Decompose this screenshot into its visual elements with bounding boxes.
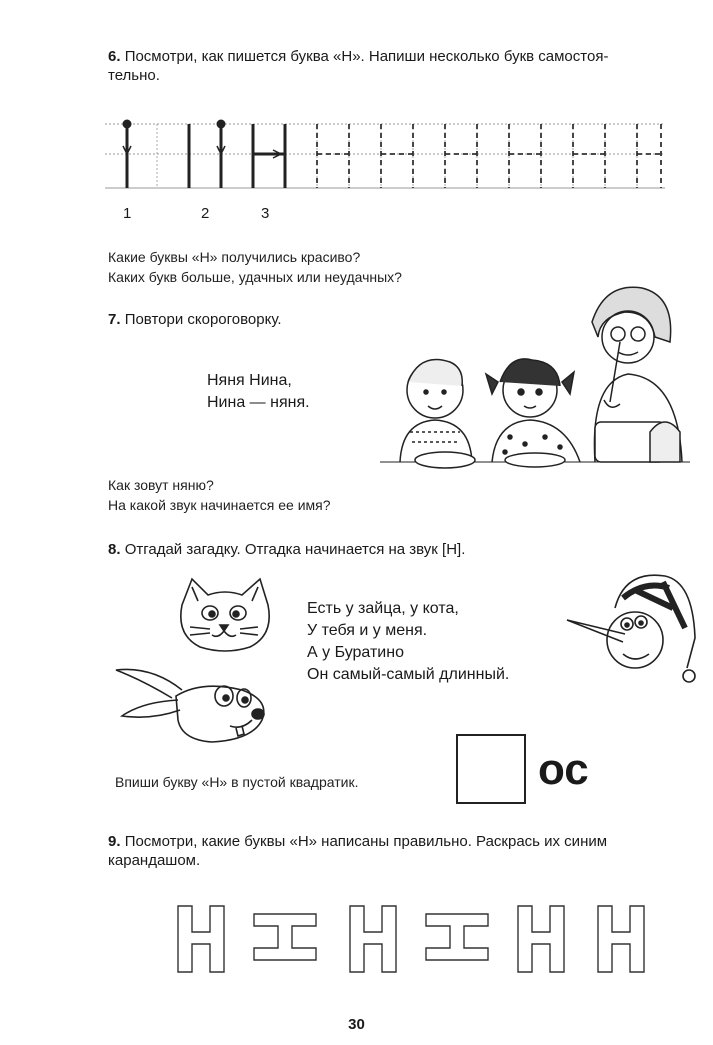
cat-face-icon xyxy=(170,575,280,655)
task7-questions xyxy=(108,475,331,515)
letter-h-rotated-1[interactable] xyxy=(254,914,316,960)
answer-box[interactable] xyxy=(456,734,526,804)
letter-practice-grid[interactable] xyxy=(105,110,665,195)
task7-question-1: Как зовут няню? xyxy=(108,477,214,493)
poem-line-1: Няня Нина, xyxy=(207,372,292,389)
task8-number: 8. xyxy=(108,541,121,558)
task9-line2: карандашом. xyxy=(108,852,201,869)
step-label-2: 2 xyxy=(201,205,210,222)
girl-icon xyxy=(486,359,580,467)
task6-line1: Посмотри, как пишется буква «Н». Напиши несколько букв самостоя- xyxy=(124,48,609,65)
riddle-line-4: Он самый-самый длинный. xyxy=(307,666,510,683)
task7-instruction xyxy=(108,310,282,329)
poem-line-2: Нина — няня. xyxy=(207,394,310,411)
riddle xyxy=(307,598,509,686)
task7-number: 7. xyxy=(108,311,121,328)
buratino-icon xyxy=(565,568,705,688)
letter-h-4[interactable] xyxy=(598,906,644,972)
letter-h-1[interactable] xyxy=(178,906,224,972)
task8-prompt: Впиши букву «Н» в пустой квадратик. xyxy=(115,774,359,790)
grandma-cook-icon xyxy=(380,282,690,474)
letters-to-color xyxy=(170,900,660,980)
task6-line2: тельно. xyxy=(108,67,160,84)
step-label-1: 1 xyxy=(123,205,132,222)
letter-h-3[interactable] xyxy=(518,906,564,972)
task6-question-2: Каких букв больше, удачных или неудачных? xyxy=(108,269,402,285)
task9-line1: Посмотри, какие буквы «Н» написаны правильно. Раскрась их синим xyxy=(124,833,608,850)
letter-h-rotated-2[interactable] xyxy=(426,914,488,960)
task7-question-2: На какой звук начинается ее имя? xyxy=(108,497,331,513)
riddle-line-3: А у Буратино xyxy=(307,644,404,661)
page-number: 30 xyxy=(348,1016,365,1033)
letter-h-2[interactable] xyxy=(350,906,396,972)
task8-text: Отгадай загадку. Отгадка начинается на звук [Н]. xyxy=(124,541,466,558)
riddle-line-1: Есть у зайца, у кота, xyxy=(307,600,459,617)
task6-number: 6. xyxy=(108,48,121,65)
tongue-twister xyxy=(207,370,310,414)
word-ending: ос xyxy=(538,745,589,794)
rabbit-face-icon xyxy=(112,660,272,750)
step-label-3: 3 xyxy=(261,205,270,222)
task6-instruction xyxy=(108,47,688,85)
riddle-line-2: У тебя и у меня. xyxy=(307,622,428,639)
task8-instruction xyxy=(108,540,465,559)
task9-number: 9. xyxy=(108,833,121,850)
task6-question-1: Какие буквы «Н» получились красиво? xyxy=(108,249,361,265)
task7-text: Повтори скороговорку. xyxy=(124,311,282,328)
task9-instruction xyxy=(108,832,708,870)
boy-icon xyxy=(400,360,475,469)
task6-questions xyxy=(108,247,402,287)
